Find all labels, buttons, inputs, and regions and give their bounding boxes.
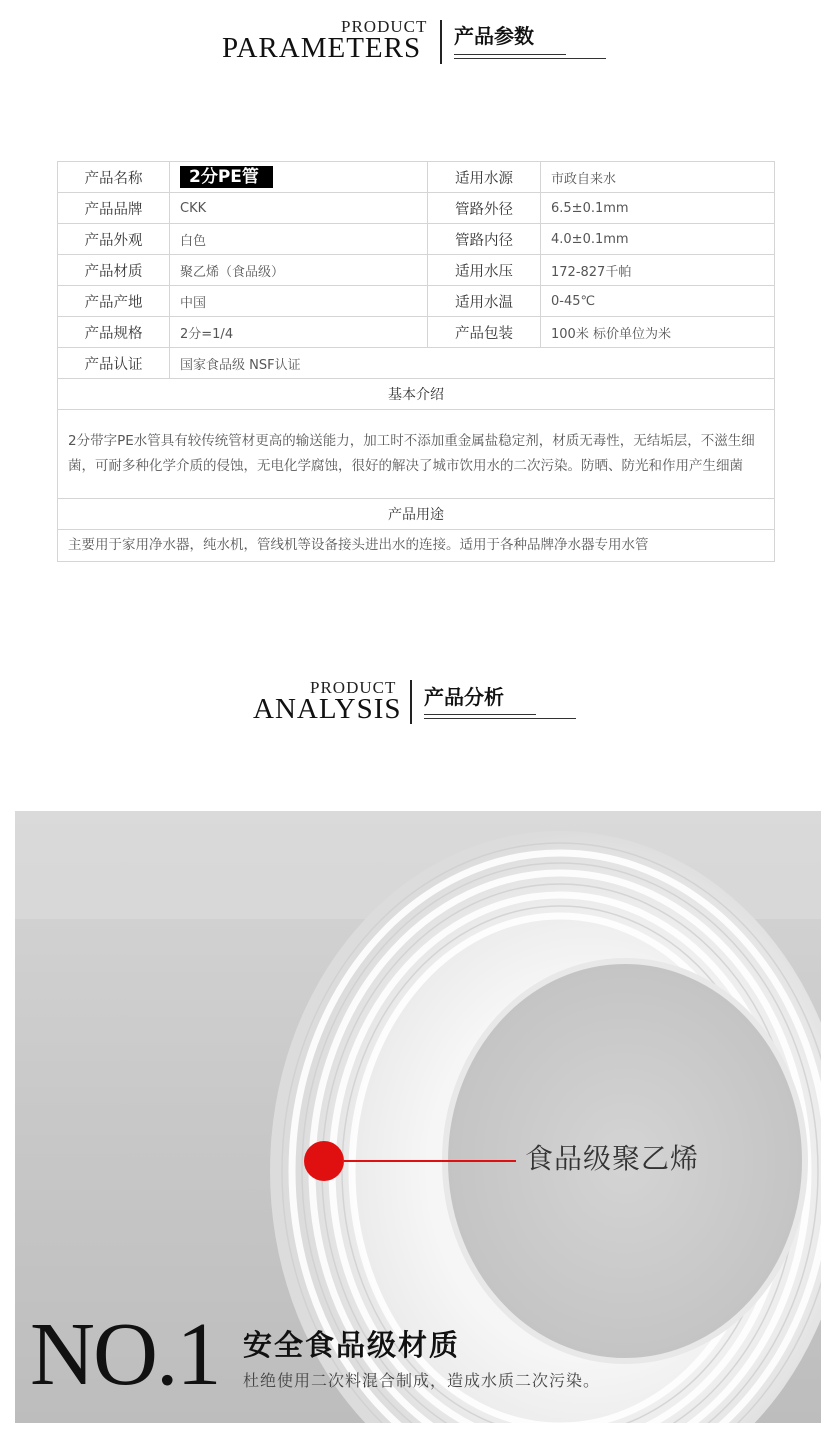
param-value: 国家食品级 NSF认证 bbox=[170, 348, 775, 379]
table-row bbox=[58, 255, 775, 286]
param-value: 中国 bbox=[170, 286, 428, 317]
product-name-badge: 2分PE管 bbox=[180, 166, 273, 188]
header-underline-1 bbox=[454, 54, 566, 55]
param-value: 172-827千帕 bbox=[541, 255, 775, 286]
param-value: 4.0±0.1mm bbox=[541, 224, 775, 255]
header-cn-title: 产品分析 bbox=[424, 685, 504, 709]
table-row bbox=[58, 348, 775, 379]
table-row bbox=[58, 530, 775, 562]
header-underline-1 bbox=[424, 714, 536, 715]
param-value: CKK bbox=[170, 193, 428, 224]
table-row bbox=[58, 162, 775, 193]
param-label: 适用水压 bbox=[428, 255, 541, 286]
header-en-big: PARAMETERS bbox=[222, 32, 422, 64]
table-row bbox=[58, 286, 775, 317]
param-label: 适用水源 bbox=[428, 162, 541, 193]
param-label: 产品产地 bbox=[58, 286, 170, 317]
table-row bbox=[58, 317, 775, 348]
param-label: 产品包装 bbox=[428, 317, 541, 348]
table-row bbox=[58, 224, 775, 255]
usage-text: 主要用于家用净水器，纯水机，管线机等设备接头进出水的连接。适用于各种品牌净水器专用水管 bbox=[58, 530, 775, 562]
header-cn-title: 产品参数 bbox=[454, 24, 534, 48]
param-label: 产品名称 bbox=[58, 162, 170, 193]
header-divider bbox=[410, 680, 412, 724]
analysis-section-header bbox=[0, 674, 828, 744]
param-label: 产品材质 bbox=[58, 255, 170, 286]
parameters-table bbox=[57, 161, 775, 562]
header-en-small: PRODUCT bbox=[310, 678, 397, 697]
table-row bbox=[58, 410, 775, 499]
header-en-small: PRODUCT bbox=[341, 17, 428, 36]
param-label: 产品规格 bbox=[58, 317, 170, 348]
header-underline-2 bbox=[424, 718, 576, 719]
table-row bbox=[58, 499, 775, 530]
callout-dot bbox=[304, 1141, 344, 1181]
param-label: 产品品牌 bbox=[58, 193, 170, 224]
table-row bbox=[58, 193, 775, 224]
param-label: 管路内径 bbox=[428, 224, 541, 255]
usage-heading: 产品用途 bbox=[58, 499, 775, 530]
no1-label: NO.1 bbox=[30, 1305, 220, 1404]
table-row bbox=[58, 379, 775, 410]
param-label: 产品认证 bbox=[58, 348, 170, 379]
param-label: 产品外观 bbox=[58, 224, 170, 255]
param-label: 管路外径 bbox=[428, 193, 541, 224]
param-value: 6.5±0.1mm bbox=[541, 193, 775, 224]
feature-subtitle: 杜绝使用二次料混合制成，造成水质二次污染。 bbox=[243, 1371, 601, 1390]
param-value: 0-45℃ bbox=[541, 286, 775, 317]
bottom-strip bbox=[0, 1423, 828, 1434]
intro-heading: 基本介绍 bbox=[58, 379, 775, 410]
param-label: 适用水温 bbox=[428, 286, 541, 317]
param-value: 市政自来水 bbox=[541, 162, 775, 193]
header-underline-2 bbox=[454, 58, 606, 59]
callout-label: 食品级聚乙烯 bbox=[525, 1142, 700, 1175]
header-divider bbox=[440, 20, 442, 64]
param-value: 100米 标价单位为米 bbox=[541, 317, 775, 348]
param-value: 2分=1/4 bbox=[170, 317, 428, 348]
callout-line bbox=[344, 1160, 516, 1162]
intro-text: 2分带字PE水管具有较传统管材更高的输送能力，加工时不添加重金属盐稳定剂，材质无毒性，无结垢层，不滋生细菌，可耐多种化学介质的侵蚀，无电化学腐蚀，很好的解决了城市饮用水的二次污染。防晒、防光和作用产生细菌 bbox=[58, 410, 775, 499]
header-en-big: ANALYSIS bbox=[253, 693, 402, 725]
param-value: 聚乙烯（食品级） bbox=[170, 255, 428, 286]
parameters-section-header bbox=[0, 14, 828, 84]
param-value bbox=[170, 162, 428, 193]
feature-title: 安全食品级材质 bbox=[243, 1328, 461, 1362]
param-value: 白色 bbox=[170, 224, 428, 255]
